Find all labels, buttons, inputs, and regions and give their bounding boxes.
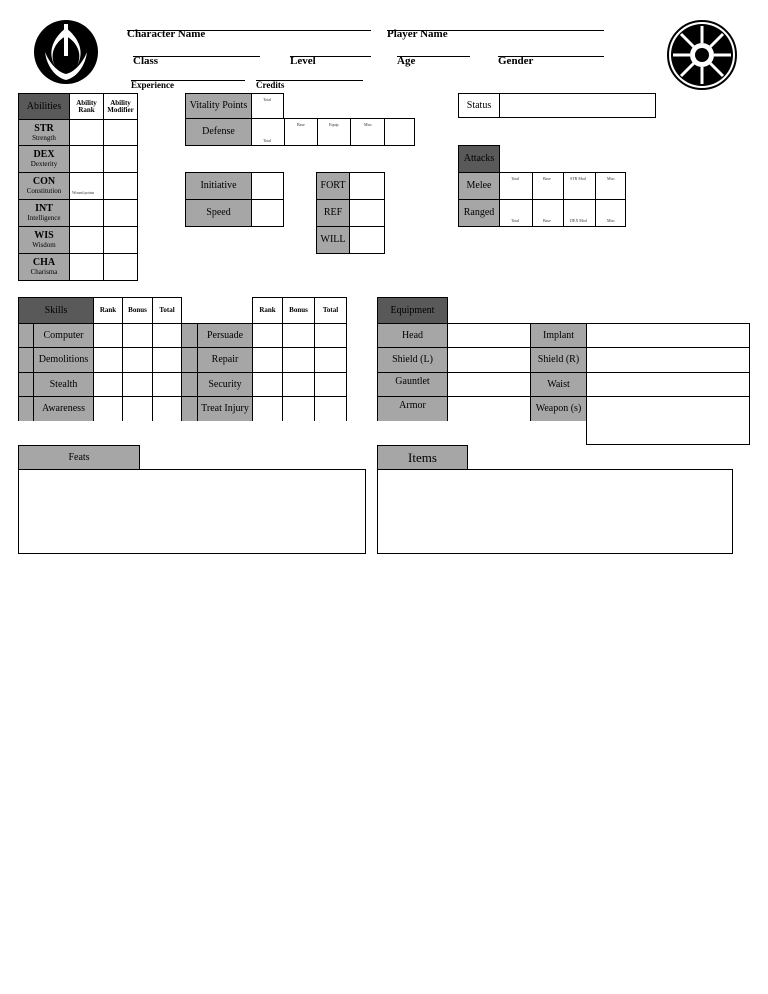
abilities-header: Abilities: [18, 93, 70, 120]
skill-label: Stealth: [33, 372, 94, 397]
melee-misc-caption: Misc: [607, 176, 615, 181]
skill-bonus-field[interactable]: [122, 347, 153, 373]
ability-cha: [18, 253, 70, 281]
feats-header: Feats: [18, 445, 140, 470]
skill-total-field[interactable]: [152, 372, 182, 397]
defense-misc-caption: Misc: [364, 122, 372, 127]
ability-abbr: STR: [34, 122, 54, 134]
skill-bonus-field[interactable]: [282, 372, 315, 397]
melee-base-caption: Base: [543, 176, 551, 181]
defense-total-field[interactable]: [251, 118, 285, 146]
skill-label: Security: [197, 372, 253, 397]
str-rank-field[interactable]: [69, 119, 104, 146]
equip-slot-field[interactable]: [447, 347, 531, 373]
ability-fullname: Constitution: [26, 187, 62, 195]
ref-save-label: REF: [316, 199, 350, 227]
melee-strmod-caption: STR Mod: [570, 176, 586, 181]
defense-label: Defense: [185, 118, 252, 146]
ability-abbr: INT: [35, 203, 53, 214]
skill-bonus-field[interactable]: [282, 323, 315, 348]
skill-label: Demolitions: [33, 347, 94, 373]
ranged-total-field[interactable]: [499, 199, 533, 227]
items-area[interactable]: [377, 469, 733, 554]
skill-bonus-field[interactable]: [122, 372, 153, 397]
ability-rank-header: Ability Rank: [69, 93, 104, 120]
ability-str: [18, 119, 70, 146]
int-modifier-field[interactable]: [103, 199, 138, 227]
ability-fullname: Strength: [32, 133, 56, 142]
credits-field[interactable]: [256, 80, 363, 81]
equip-slot-field[interactable]: [447, 323, 531, 348]
skill-rank-field[interactable]: [93, 372, 123, 397]
skill-bonus-field[interactable]: [122, 323, 153, 348]
ability-fullname: Wisdom: [32, 241, 56, 249]
class-label: Class: [133, 55, 159, 67]
dex-rank-field[interactable]: [69, 145, 104, 173]
equip-slot-label: Head: [377, 323, 448, 348]
skill-total-field[interactable]: [314, 396, 347, 421]
melee-label: Melee: [458, 172, 500, 200]
galactic-empire-logo-icon: [667, 20, 737, 90]
rebel-alliance-logo-icon: [33, 18, 99, 86]
fort-save-field[interactable]: [349, 172, 385, 200]
ranged-misc-field[interactable]: [595, 199, 626, 227]
melee-strmod-field[interactable]: [563, 172, 596, 200]
equip-slot-label: Implant: [530, 323, 587, 348]
equip-slot-field[interactable]: [586, 347, 750, 373]
ability-wis: [18, 226, 70, 254]
defense-extra-field[interactable]: [384, 118, 415, 146]
con-modifier-field[interactable]: [103, 172, 138, 200]
credits-label: Credits: [256, 80, 285, 90]
con-rank-field[interactable]: [69, 172, 104, 200]
melee-misc-field[interactable]: [595, 172, 626, 200]
skills-bonus-header: Bonus: [122, 297, 153, 324]
skills-rank-header-2: Rank: [252, 297, 283, 324]
ranged-dexmod-field[interactable]: [563, 199, 596, 227]
wis-modifier-field[interactable]: [103, 226, 138, 254]
ranged-misc-caption: Misc: [607, 218, 615, 223]
wis-rank-field[interactable]: [69, 226, 104, 254]
level-field[interactable]: [290, 56, 371, 57]
items-header: Items: [377, 445, 468, 470]
skills-rank-header: Rank: [93, 297, 123, 324]
equip-slot-label: Weapon (s): [530, 396, 587, 421]
ability-fullname: Charisma: [30, 268, 58, 276]
speed-field[interactable]: [251, 199, 284, 227]
skill-trained-marker[interactable]: [18, 372, 34, 397]
skill-rank-field[interactable]: [252, 347, 283, 373]
age-label: Age: [397, 55, 416, 67]
vitality-total-caption: Total: [263, 97, 272, 102]
cha-modifier-field[interactable]: [103, 253, 138, 281]
skill-label: Repair: [197, 347, 253, 373]
fort-save-label: FORT: [316, 172, 350, 200]
ability-modifier-header: Ability Modifier: [103, 93, 138, 120]
ranged-dexmod-caption: DEX Mod: [570, 218, 587, 223]
skill-rank-field[interactable]: [93, 347, 123, 373]
speed-label: Speed: [185, 199, 252, 227]
melee-total-caption: Total: [511, 176, 520, 181]
equip-slot-field[interactable]: [586, 372, 750, 397]
age-field[interactable]: [397, 56, 470, 57]
skills-total-header: Total: [152, 297, 182, 324]
skill-trained-marker[interactable]: [18, 323, 34, 348]
equipment-header: Equipment: [377, 297, 448, 324]
will-save-label: WILL: [316, 226, 350, 254]
skill-rank-field[interactable]: [252, 396, 283, 421]
skill-label: Persuade: [197, 323, 253, 348]
equip-slot-label: Shield (R): [530, 347, 587, 373]
skill-trained-marker[interactable]: [18, 347, 34, 373]
skill-bonus-field[interactable]: [282, 347, 315, 373]
melee-total-field[interactable]: [499, 172, 533, 200]
skill-total-field[interactable]: [152, 396, 182, 421]
equip-slot-field[interactable]: [447, 372, 531, 397]
feats-area[interactable]: [18, 469, 366, 554]
skills-bonus-header-2: Bonus: [282, 297, 315, 324]
ranged-base-caption: Base: [543, 218, 551, 223]
skill-label: Computer: [33, 323, 94, 348]
ranged-total-caption: Total: [511, 218, 520, 223]
player-name-label: Player Name: [387, 28, 448, 40]
ranged-label: Ranged: [458, 199, 500, 227]
skills-header: Skills: [18, 297, 94, 324]
skill-rank-field[interactable]: [93, 396, 123, 421]
defense-equip-caption: Equip: [329, 122, 339, 127]
str-modifier-field[interactable]: [103, 119, 138, 146]
ability-abbr: DEX: [33, 149, 55, 160]
ranged-base-field[interactable]: [532, 199, 564, 227]
initiative-field[interactable]: [251, 172, 284, 200]
skills-total-header-2: Total: [314, 297, 347, 324]
skill-trained-marker[interactable]: [18, 396, 34, 421]
skill-total-field[interactable]: [314, 372, 347, 397]
skill-trained-marker[interactable]: [181, 396, 198, 421]
skill-rank-field[interactable]: [93, 323, 123, 348]
defense-base-field[interactable]: [284, 118, 318, 146]
attacks-header: Attacks: [458, 145, 500, 173]
player-name-field[interactable]: [387, 30, 604, 31]
skill-rank-field[interactable]: [252, 323, 283, 348]
skill-trained-marker[interactable]: [181, 347, 198, 373]
cha-rank-field[interactable]: [69, 253, 104, 281]
dex-modifier-field[interactable]: [103, 145, 138, 173]
wound-points-note: Wound points: [72, 190, 95, 195]
skill-bonus-field[interactable]: [282, 396, 315, 421]
ability-abbr: CON: [32, 176, 56, 187]
skill-label: Awareness: [33, 396, 94, 421]
will-save-field[interactable]: [349, 226, 385, 254]
gender-field[interactable]: [498, 56, 604, 57]
status-label: Status: [458, 93, 500, 118]
character-name-field[interactable]: [127, 30, 371, 31]
skill-total-field[interactable]: [152, 323, 182, 348]
experience-label: Experience: [131, 80, 174, 90]
ability-abbr: WIS: [34, 230, 54, 241]
melee-base-field[interactable]: [532, 172, 564, 200]
ability-fullname: Intelligence: [27, 214, 61, 222]
int-rank-field[interactable]: [69, 199, 104, 227]
skill-bonus-field[interactable]: [122, 396, 153, 421]
ability-fullname: Dexterity: [30, 160, 58, 168]
equip-slot-label: Gauntlet: [377, 372, 448, 397]
equip-slot-label: Armor: [377, 396, 448, 421]
skill-total-field[interactable]: [314, 323, 347, 348]
defense-misc-field[interactable]: [350, 118, 385, 146]
defense-equip-field[interactable]: [317, 118, 351, 146]
vitality-points-label: Vitality Points: [185, 93, 252, 119]
ability-dex: [18, 145, 70, 173]
character-name-label: Character Name: [127, 28, 206, 40]
defense-base-caption: Base: [297, 122, 305, 127]
skill-trained-marker[interactable]: [181, 323, 198, 348]
skill-trained-marker[interactable]: [181, 372, 198, 397]
ability-abbr: CHA: [32, 257, 56, 268]
skill-label: Treat Injury: [197, 396, 253, 421]
defense-total-caption: Total: [263, 138, 272, 143]
gender-label: Gender: [498, 55, 534, 67]
level-label: Level: [290, 55, 316, 67]
skill-total-field[interactable]: [152, 347, 182, 373]
ref-save-field[interactable]: [349, 199, 385, 227]
ability-int: [18, 199, 70, 227]
class-field[interactable]: [133, 56, 260, 57]
ability-con: [18, 172, 70, 200]
initiative-label: Initiative: [185, 172, 252, 200]
equip-slot-label: Waist: [530, 372, 587, 397]
status-field[interactable]: [499, 93, 656, 118]
equip-slot-label: Shield (L): [377, 347, 448, 373]
equip-slot-field[interactable]: [586, 323, 750, 348]
experience-field[interactable]: [131, 80, 245, 81]
equip-slot-field[interactable]: [447, 396, 531, 421]
weapon-field[interactable]: [586, 396, 750, 445]
skill-total-field[interactable]: [314, 347, 347, 373]
skill-rank-field[interactable]: [252, 372, 283, 397]
vitality-total-field[interactable]: [251, 93, 284, 119]
